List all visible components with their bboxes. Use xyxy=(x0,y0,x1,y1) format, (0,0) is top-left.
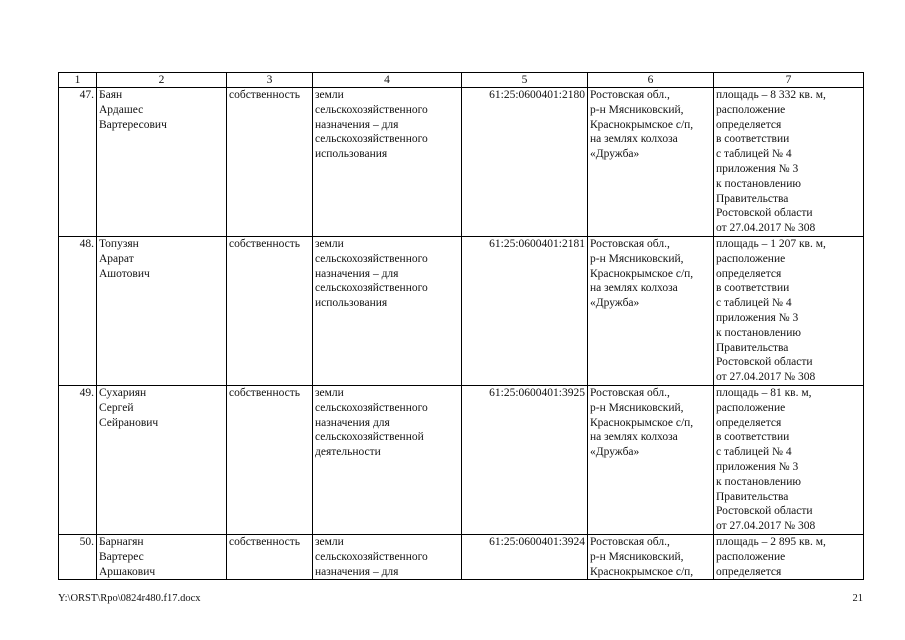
cell-line: расположение xyxy=(716,103,786,116)
cell-line: определяется xyxy=(716,267,782,280)
cell-line: Краснокрымское с/п, xyxy=(590,565,694,578)
cell-line: Ростовской области xyxy=(716,505,813,518)
owner-name-cell xyxy=(97,534,227,579)
cell-line: сельскохозяйственного xyxy=(315,252,428,265)
footer-page-number: 21 xyxy=(852,593,863,604)
location-cell xyxy=(588,385,714,534)
cell-line: в соответствии xyxy=(716,431,790,444)
row-number-cell: 49. xyxy=(59,385,97,534)
right-type-cell: собственность xyxy=(227,88,313,237)
row-number-cell: 50. xyxy=(59,534,97,579)
cell-line: площадь – 8 332 кв. м, xyxy=(716,89,826,101)
cell-line: Ростовской области xyxy=(716,356,813,369)
cell-line: земли xyxy=(315,535,344,548)
cell-line: земли xyxy=(315,237,344,250)
cell-line: Ростовская обл., xyxy=(590,535,670,548)
cell-line: сельскохозяйственного xyxy=(315,550,428,563)
column-header: 1 xyxy=(59,73,97,88)
cell-line: определяется xyxy=(716,565,782,578)
cell-line: определяется xyxy=(716,118,782,131)
land-category-cell xyxy=(313,534,462,579)
cell-line: от 27.04.2017 № 308 xyxy=(716,371,816,384)
land-category-cell xyxy=(313,385,462,534)
cell-line: Сергей xyxy=(99,401,134,414)
cell-line: Ростовской области xyxy=(716,207,813,220)
cell-line: использования xyxy=(315,297,388,310)
cell-line: Правительства xyxy=(716,192,789,205)
cell-line: площадь – 81 кв. м, xyxy=(716,386,812,399)
cell-line: Правительства xyxy=(716,490,789,503)
cell-line: Сухариян xyxy=(99,386,147,399)
table-row xyxy=(59,236,864,385)
notes-cell xyxy=(714,534,864,579)
column-header: 7 xyxy=(714,73,864,88)
notes-cell xyxy=(714,385,864,534)
owner-name-cell xyxy=(97,88,227,237)
right-type-cell: собственность xyxy=(227,236,313,385)
cell-line: сельскохозяйственного xyxy=(315,103,428,116)
table-row xyxy=(59,385,864,534)
cell-line: в соответствии xyxy=(716,282,790,295)
cell-line: р-н Мясниковский, xyxy=(590,252,684,265)
footer-file-path: Y:\ORST\Rpo\0824r480.f17.docx xyxy=(58,593,201,604)
column-number-row xyxy=(59,73,864,88)
table-row xyxy=(59,534,864,579)
table-row xyxy=(59,88,864,237)
cell-line: на землях колхоза xyxy=(590,133,678,146)
column-header: 3 xyxy=(227,73,313,88)
row-number-cell: 48. xyxy=(59,236,97,385)
cell-line: Вартерес xyxy=(99,550,144,563)
cell-line: назначения для xyxy=(315,416,390,429)
cell-line: Арарат xyxy=(99,252,134,265)
cell-line: к постановлению xyxy=(716,177,801,190)
cell-line: земли xyxy=(315,386,344,399)
cell-line: расположение xyxy=(716,550,786,563)
cell-line: р-н Мясниковский, xyxy=(590,550,684,563)
land-registry-table xyxy=(58,72,864,580)
cell-line: земли xyxy=(315,89,344,101)
cell-line: приложения № 3 xyxy=(716,162,799,175)
cell-line: назначения – для xyxy=(315,118,399,131)
cell-line: сельскохозяйственного xyxy=(315,133,428,146)
location-cell xyxy=(588,534,714,579)
cell-line: расположение xyxy=(716,252,786,265)
cell-line: приложения № 3 xyxy=(716,311,799,324)
land-category-cell xyxy=(313,88,462,237)
cell-line: назначения – для xyxy=(315,267,399,280)
cell-line: сельскохозяйственной xyxy=(315,431,424,444)
cell-line: с таблицей № 4 xyxy=(716,297,792,310)
cell-line: Ростовская обл., xyxy=(590,386,670,399)
cell-line: Сейранович xyxy=(99,416,159,429)
cell-line: Правительства xyxy=(716,341,789,354)
cell-line: Топузян xyxy=(99,237,139,250)
owner-name-cell xyxy=(97,385,227,534)
cell-line: определяется xyxy=(716,416,782,429)
column-header: 6 xyxy=(588,73,714,88)
cell-line: Ростовская обл., xyxy=(590,89,670,101)
cell-line: к постановлению xyxy=(716,326,801,339)
cell-line: приложения № 3 xyxy=(716,460,799,473)
cadastral-number-cell: 61:25:0600401:3925 xyxy=(462,385,588,534)
cell-line: с таблицей № 4 xyxy=(716,148,792,161)
cell-line: Краснокрымское с/п, xyxy=(590,267,694,280)
location-cell xyxy=(588,88,714,237)
cell-line: деятельности xyxy=(315,446,381,459)
land-category-cell xyxy=(313,236,462,385)
notes-cell xyxy=(714,236,864,385)
column-header: 5 xyxy=(462,73,588,88)
cell-line: использования xyxy=(315,148,388,161)
cell-line: сельскохозяйственного xyxy=(315,401,428,414)
cell-line: Вартересович xyxy=(99,118,167,131)
cell-line: от 27.04.2017 № 308 xyxy=(716,222,816,235)
cell-line: Аршакович xyxy=(99,565,156,578)
cell-line: Баян xyxy=(99,89,123,101)
cell-line: р-н Мясниковский, xyxy=(590,103,684,116)
owner-name-cell xyxy=(97,236,227,385)
cell-line: р-н Мясниковский, xyxy=(590,401,684,414)
cell-line: к постановлению xyxy=(716,475,801,488)
cell-line: «Дружба» xyxy=(590,446,640,459)
cell-line: Краснокрымское с/п, xyxy=(590,118,694,131)
right-type-cell: собственность xyxy=(227,534,313,579)
cell-line: площадь – 1 207 кв. м, xyxy=(716,237,826,250)
column-header: 4 xyxy=(313,73,462,88)
right-type-cell: собственность xyxy=(227,385,313,534)
table-body xyxy=(59,88,864,580)
column-header: 2 xyxy=(97,73,227,88)
cell-line: Краснокрымское с/п, xyxy=(590,416,694,429)
cell-line: от 27.04.2017 № 308 xyxy=(716,520,816,533)
cell-line: расположение xyxy=(716,401,786,414)
cell-line: на землях колхоза xyxy=(590,431,678,444)
cell-line: «Дружба» xyxy=(590,148,640,161)
cell-line: Ростовская обл., xyxy=(590,237,670,250)
row-number-cell: 47. xyxy=(59,88,97,237)
cell-line: Барнагян xyxy=(99,535,144,548)
cell-line: площадь – 2 895 кв. м, xyxy=(716,535,826,548)
cell-line: с таблицей № 4 xyxy=(716,446,792,459)
cadastral-number-cell: 61:25:0600401:3924 xyxy=(462,534,588,579)
cell-line: в соответствии xyxy=(716,133,790,146)
cell-line: Ардашес xyxy=(99,103,144,116)
cell-line: «Дружба» xyxy=(590,297,640,310)
cadastral-number-cell: 61:25:0600401:2181 xyxy=(462,236,588,385)
cadastral-number-cell: 61:25:0600401:2180 xyxy=(462,88,588,237)
location-cell xyxy=(588,236,714,385)
cell-line: сельскохозяйственного xyxy=(315,282,428,295)
cell-line: назначения – для xyxy=(315,565,399,578)
cell-line: на землях колхоза xyxy=(590,282,678,295)
notes-cell xyxy=(714,88,864,237)
cell-line: Ашотович xyxy=(99,267,150,280)
